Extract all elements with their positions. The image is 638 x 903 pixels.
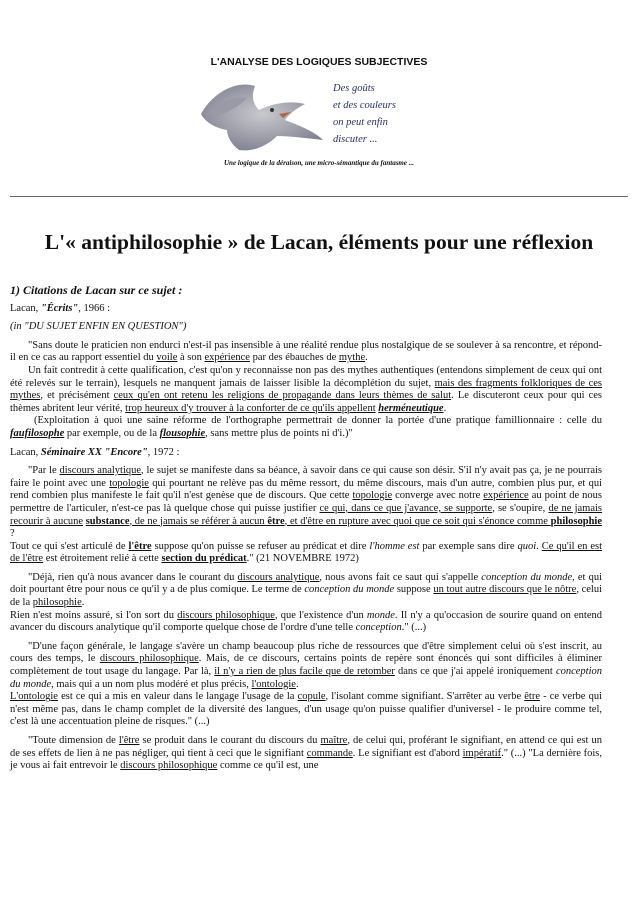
- link-ne-jamais-recourir[interactable]: de ne jamais recourir à aucune: [10, 502, 602, 527]
- link-discours-philosophique-2[interactable]: discours philosophique: [99, 653, 199, 665]
- link-substance[interactable]: substance: [85, 515, 130, 527]
- link-faufilosophe[interactable]: faufilosophe: [10, 427, 65, 439]
- site-title: L'ANALYSE DES LOGIQUES SUBJECTIVES: [210, 56, 428, 68]
- source-reference: Lacan, Séminaire XX "Encore", 1972 :: [10, 446, 180, 458]
- link-ce-qui-se-supporte[interactable]: ce qui, dans ce que j'avance, se supporte: [319, 502, 493, 514]
- link-philosophie-2[interactable]: philosophie: [32, 597, 82, 609]
- link-commande[interactable]: commande: [306, 747, 353, 759]
- site-logo: [193, 74, 445, 160]
- link-autre-discours[interactable]: un tout autre discours que le nôtre: [433, 584, 577, 596]
- link-section-predicat[interactable]: section du prédicat: [161, 553, 247, 565]
- link-experience-2[interactable]: expérience: [483, 490, 529, 502]
- link-experience[interactable]: expérience: [204, 352, 250, 364]
- link-trop-heureux[interactable]: trop heureux d'y trouver à la conforter de ce qu'ils appellent: [125, 402, 376, 414]
- link-ontologie[interactable]: l'ontologie: [251, 678, 296, 690]
- header-divider: [10, 196, 628, 197]
- link-topologie-2[interactable]: topologie: [352, 490, 393, 502]
- link-maitre[interactable]: maître: [320, 735, 348, 746]
- link-voile[interactable]: voile: [156, 352, 178, 364]
- dove-icon: [193, 74, 333, 160]
- link-l-etre[interactable]: l'être: [128, 540, 152, 552]
- link-philosophie[interactable]: philosophie: [550, 515, 602, 527]
- site-tagline: Une logique de la déraison, une micro-sémantique du fantasme ...: [224, 159, 414, 167]
- link-etre[interactable]: être: [267, 515, 285, 527]
- link-fragments-folkloriques[interactable]: mais des fragments folkloriques de ces mythes: [10, 377, 602, 402]
- link-imperatif[interactable]: impératif: [462, 747, 502, 759]
- logo-line-3: on peut enfin: [333, 117, 388, 128]
- quote-paragraph: "D'une façon générale, le langage s'avère un champ beaucoup plus riche de ressources que d'être simplement celui où s'est inscrit, au cours des temps, le discours philosophique. Mais, de ce discours, certains points de repère sont énoncés qui sont difficiles à éliminer complètement de tout usage du langage. Par là, il n'y a rien de plus facile que de retomber dans ce que j'ai appelé ironiquement conception du monde, mais qui a un nom plus modéré et plus précis, l'ontologie. L'ontologie est ce qui a mis en valeur dans le langage l'usage de la copule, l'isolant comme signifiant. S'arrêter au verbe être - ce verbe qui n'est même pas, dans le champ complet de la diversité des langues, d'un usage qu'on puisse qualifier d'universel - le produire comme tel, c'est là une accentuation pleine de risques." (...): [10, 640, 603, 728]
- logo-line-2: et des couleurs: [333, 100, 396, 111]
- link-topologie[interactable]: topologie: [109, 477, 149, 489]
- link-religions-propagande[interactable]: ceux qu'en ont retenu les religions de propagande dans leurs thèmes de salut: [113, 390, 452, 402]
- link-flousophie[interactable]: flousophie: [159, 427, 206, 439]
- link-discours-analytique[interactable]: discours analytique: [59, 465, 142, 477]
- link-ne-jamais-referer[interactable]: , de ne jamais se référer à aucun: [129, 515, 268, 527]
- logo-line-4: discuter ...: [333, 134, 378, 145]
- article-body: [10, 284, 602, 779]
- link-retomber[interactable]: il n'y a rien de plus facile que de retomber: [214, 666, 395, 678]
- article-title: L'« antiphilosophie » de Lacan, éléments pour une réflexion: [44, 230, 594, 254]
- link-l-etre-2[interactable]: l'être: [118, 735, 140, 746]
- link-mythe[interactable]: mythe: [338, 352, 366, 364]
- link-etre-verbe[interactable]: être: [524, 691, 541, 703]
- quote-paragraph: "Sans doute le praticien non endurci n'est-il pas insensible à une réalité rendue plus nostalgique de se soulever à sa rencontre, et répond-il en ce cas au rapport essentiel du voile à son expérience par des ébauches de mythe. Un fait contredit à cette qualification, c'est qu'on y reconnaisse non pas des mythes authentiques (entendons simplement de ceux qui ont été relevés sur le terrain), lesquels ne manquent jamais de laisser lisible la décomplétion du sujet, mais des fragments folkloriques de ces mythes, et précisément ceux qu'en ont retenu les religions de propagande dans leurs thèmes de salut. Le discuteront ceux pour qui ces thèmes abritent leur vérité, trop heureux d'y trouver à la conforter de ce qu'ils appellent herméneutique. (Exploitation à quoi une saine réforme de l'orthographe permettrait de donner la portée d'une pratique famillionnaire : celle du faufilosophe par exemple, ou de la flousophie, sans mettre plus de points ni d'i.)": [10, 339, 602, 439]
- link-ontologie-2[interactable]: L'ontologie: [10, 691, 58, 703]
- quote-paragraph: "Toute dimension de l'être se produit dans le courant du discours du maître, de celui qui, proférant le signifiant, en attend ce qui est un de ses effets de lien à ne pas négliger, qui tient à ceci que le signifiant commande. Le signifiant est d'abord impératif." (...) "La dernière fois, je vous ai fait entrevoir le discours philosophique comme ce qu'il est, une: [10, 735, 603, 772]
- link-rupture[interactable]: , et d'être en rupture avec quoi que ce soit qui s'énonce comme: [284, 515, 551, 527]
- link-ce-qu-il-en-est[interactable]: Ce qu'il en est de l'être: [10, 540, 602, 565]
- section-heading: 1) Citations de Lacan sur ce sujet :: [10, 283, 183, 297]
- quote-paragraph: "Par le discours analytique, le sujet se manifeste dans sa béance, à savoir dans ce qui cause son désir. S'il n'y avait pas ça, je ne pourrais faire le point avec une topologie qui pourtant ne relève pas du même ressort, du même discours, mais d'un autre, combien plus pur, et qui rend combien plus manifeste le fait qu'il n'est genèse que de discours. Que cette topologie converge avec notre expérience au point de nous permettre de l'articuler, n'est-ce pas là quelque chose qui puisse justifier ce qui, dans ce que j'avance, se supporte, se s'oupire, de ne jamais recourir à aucune substance, de ne jamais se référer à aucun être, et d'être en rupture avec quoi que ce soit qui s'énonce comme philosophie ? Tout ce qui s'est articulé de l'être suppose qu'on puisse se refuser au prédicat et dire l'homme est par exemple sans dire quoi. Ce qu'il en est de l'être est étroitement relié à cette section du prédicat." (21 NOVEMBRE 1972): [10, 465, 602, 565]
- source-reference: Lacan, "Écrits", 1966 :: [10, 302, 111, 314]
- link-discours-philosophique-3[interactable]: discours philosophique: [120, 760, 218, 772]
- source-subreference: (in "DU SUJET ENFIN EN QUESTION"): [10, 321, 187, 333]
- logo-line-1: Des goûts: [333, 83, 375, 94]
- link-hermeneutique[interactable]: herméneutique: [378, 402, 444, 414]
- link-discours-analytique-2[interactable]: discours analytique: [237, 571, 320, 583]
- link-copule[interactable]: copule: [297, 691, 326, 703]
- link-discours-philosophique[interactable]: discours philosophique: [177, 609, 275, 621]
- quote-paragraph: "Déjà, rien qu'à nous avancer dans le courant du discours analytique, nous avons fait ce saut qui s'appelle conception du monde, et qui doit pourtant être pour nous ce qu'il y a de plus comique. Le terme de conception du monde suppose un tout autre discours que le nôtre, celui de la philosophie. Rien n'est moins assuré, si l'on sort du discours philosophique, que l'existence d'un monde. Il n'y a qu'occasion de sourire quand on entend avancer du discours analytique qu'il comporte quelque chose de l'ordre d'une telle conception." (...): [10, 571, 603, 634]
